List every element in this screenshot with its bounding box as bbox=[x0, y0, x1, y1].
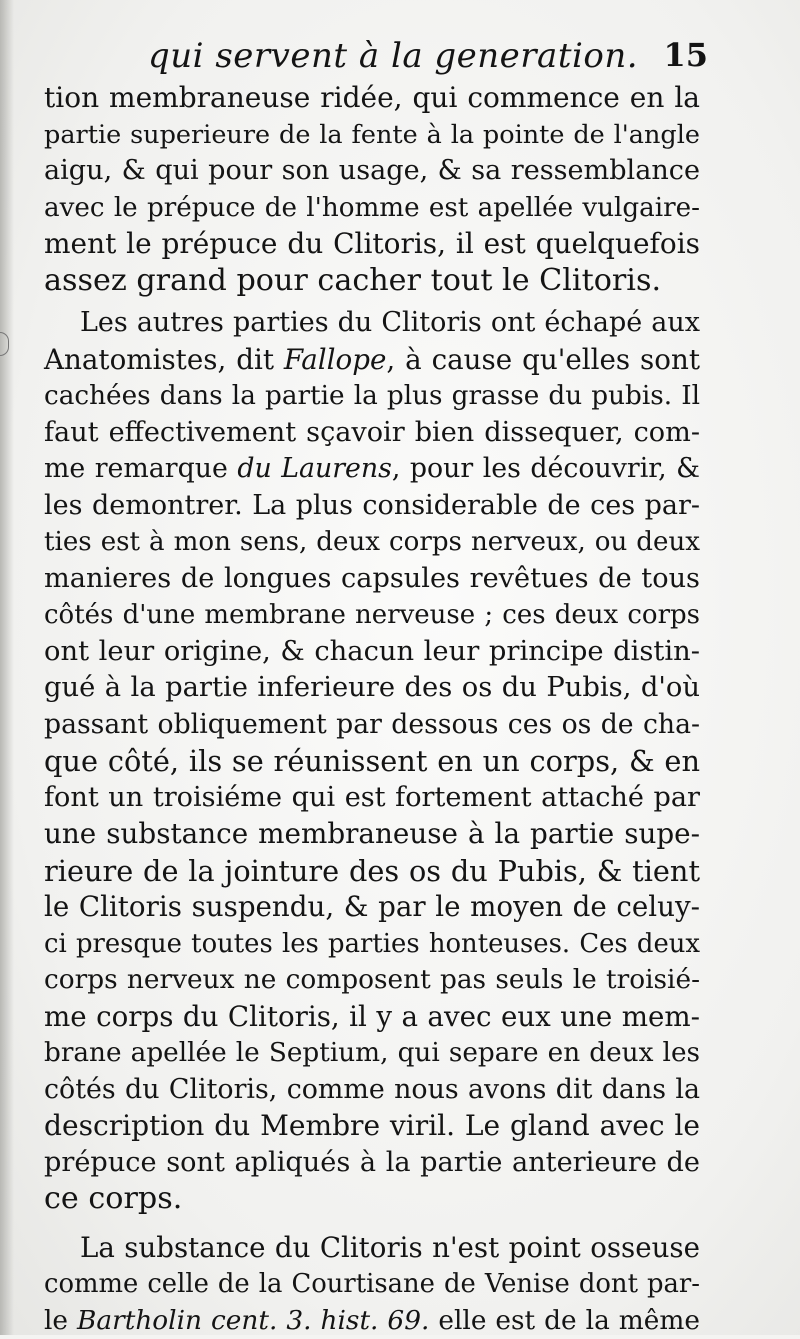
text-line: ci presque toutes les parties honteuses. Ces deux bbox=[44, 926, 700, 963]
text-line: prépuce sont apliqués à la partie anterieure de bbox=[44, 1145, 700, 1182]
text-line: assez grand pour cacher tout le Clitoris. bbox=[44, 263, 700, 300]
italic-citation: du Laurens bbox=[237, 453, 392, 484]
text-line: La substance du Clitoris n'est point osseuse bbox=[44, 1230, 700, 1267]
running-head: qui servent à la generation. bbox=[148, 36, 638, 76]
text-line: font un troisiéme qui est fortement attaché par bbox=[44, 780, 700, 817]
text-line: brane apellée le Septium, qui separe en deux les bbox=[44, 1035, 700, 1072]
paragraph-3 bbox=[44, 1230, 700, 1339]
text-line: rieure de la jointure des os du Pubis, & tient bbox=[44, 853, 700, 890]
text-line: le Clitoris suspendu, & par le moyen de celuy- bbox=[44, 889, 700, 926]
body-text bbox=[44, 80, 700, 1339]
text-line: cachées dans la partie la plus grasse du pubis. Il bbox=[44, 378, 700, 415]
text-line: me remarque du Laurens, pour les découvrir, & bbox=[44, 451, 700, 488]
italic-citation: Bartholin cent. 3. hist. 69. bbox=[77, 1306, 429, 1336]
paragraph-1 bbox=[44, 80, 700, 299]
text-line: que côté, ils se réunissent en un corps, & en bbox=[44, 743, 700, 780]
text-line: aigu, & qui pour son usage, & sa ressemblance bbox=[44, 153, 700, 190]
page-header bbox=[148, 36, 708, 80]
text-line: le Bartholin cent. 3. hist. 69. elle est de la même bbox=[44, 1303, 700, 1339]
text-line: corps nerveux ne composent pas seuls le troisié- bbox=[44, 962, 700, 999]
text-line: partie superieure de la fente à la pointe de l'angle bbox=[44, 117, 700, 154]
text-line: tion membraneuse ridée, qui commence en la bbox=[44, 80, 700, 117]
text-line: avec le prépuce de l'homme est apellée vulgaire- bbox=[44, 190, 700, 227]
text-line: côtés d'une membrane nerveuse ; ces deux corps bbox=[44, 597, 700, 634]
page-edge-shadow bbox=[0, 0, 14, 1335]
italic-citation: Fallope bbox=[284, 343, 387, 376]
text-line: me corps du Clitoris, il y a avec eux une mem- bbox=[44, 999, 700, 1036]
text-line: gué à la partie inferieure des os du Pubis, d'où bbox=[44, 670, 700, 707]
text-line: comme celle de la Courtisane de Venise dont par- bbox=[44, 1266, 700, 1303]
text-line: ties est à mon sens, deux corps nerveux, ou deux bbox=[44, 524, 700, 561]
text-line: manieres de longues capsules revêtues de tous bbox=[44, 561, 700, 598]
text-line: Les autres parties du Clitoris ont échapé aux bbox=[44, 305, 700, 342]
text-line: les demontrer. La plus considerable de ces par- bbox=[44, 488, 700, 525]
text-line: ont leur origine, & chacun leur principe distin- bbox=[44, 634, 700, 671]
text-line: passant obliquement par dessous ces os de cha- bbox=[44, 707, 700, 744]
text-line: côtés du Clitoris, comme nous avons dit dans la bbox=[44, 1072, 700, 1109]
text-line: faut effectivement sçavoir bien dissequer, com- bbox=[44, 415, 700, 452]
page-number: 15 bbox=[663, 36, 708, 74]
paragraph-2 bbox=[44, 305, 700, 1218]
text-line: description du Membre viril. Le gland avec le bbox=[44, 1108, 700, 1145]
text-line: une substance membraneuse à la partie supe- bbox=[44, 816, 700, 853]
text-line: ce corps. bbox=[44, 1181, 700, 1218]
text-line: Anatomistes, dit Fallope, à cause qu'elles sont bbox=[44, 342, 700, 379]
text-line: ment le prépuce du Clitoris, il est quelquefois bbox=[44, 226, 700, 263]
